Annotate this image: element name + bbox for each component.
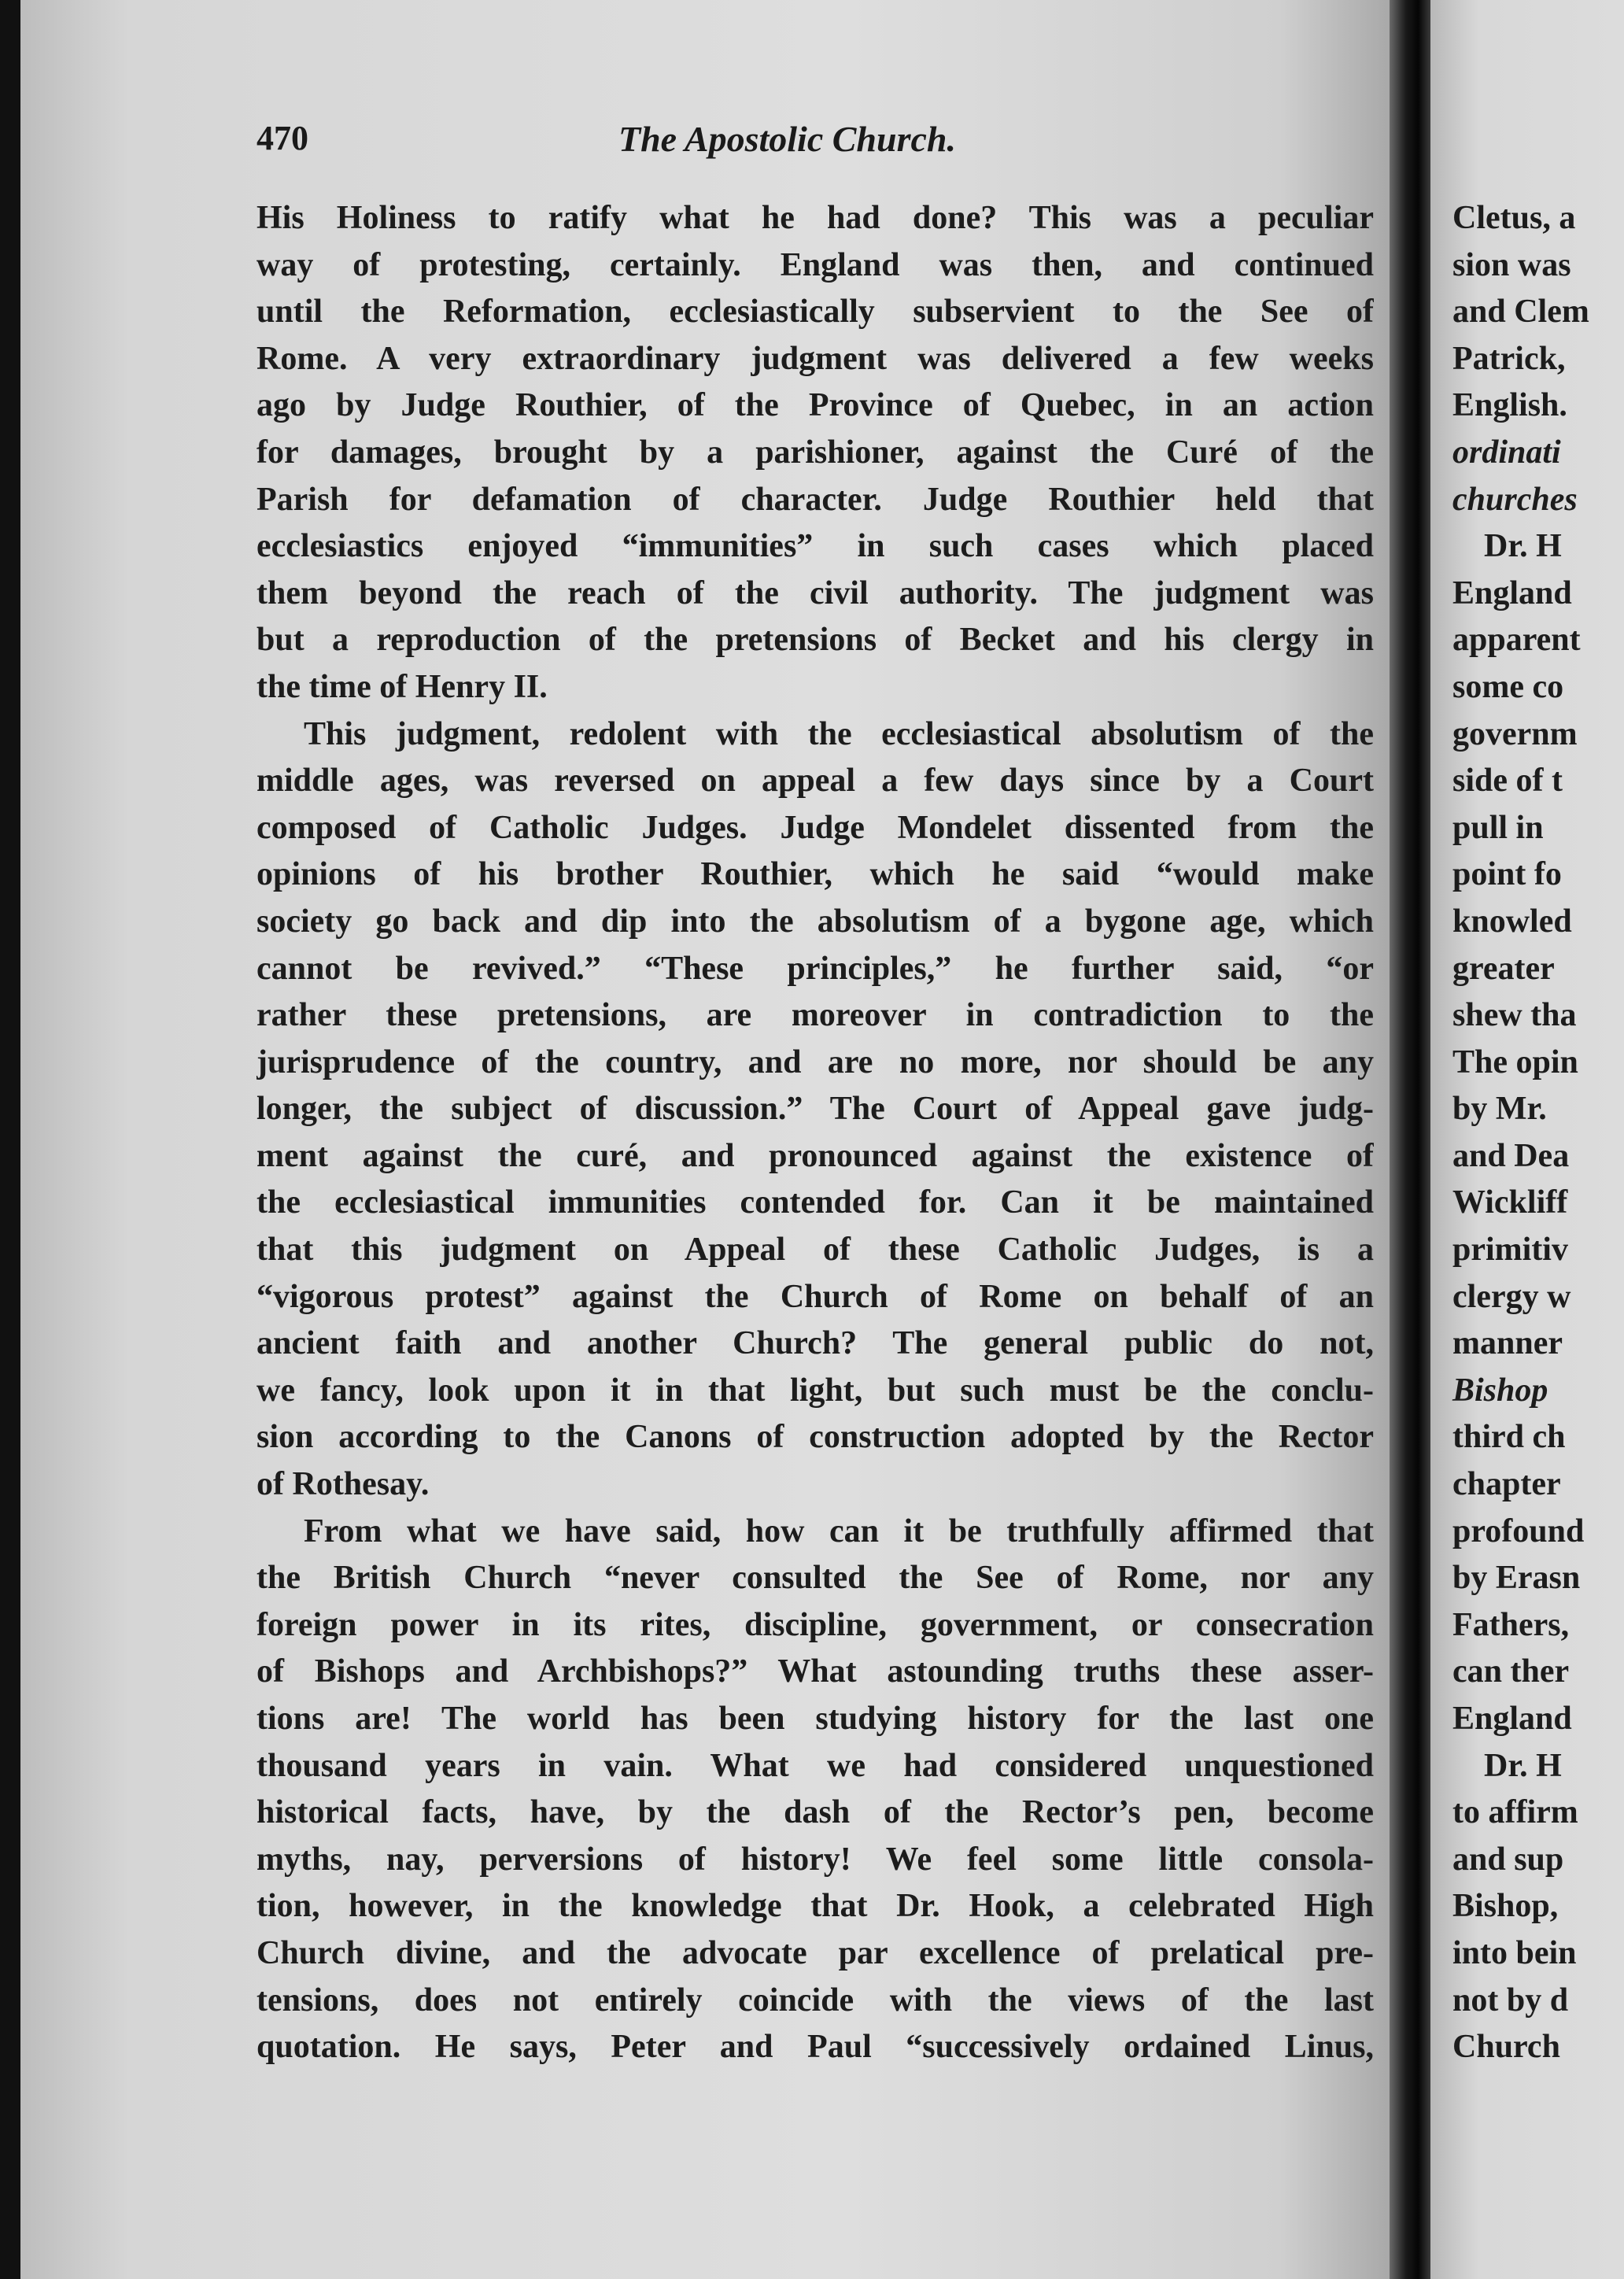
text-line: them beyond the reach of the civil authority. The judgment was xyxy=(257,574,1374,611)
page-header xyxy=(257,118,1374,173)
page-number: 470 xyxy=(257,119,308,157)
text-line: From what we have said, how can it be truthfully affirmed that xyxy=(304,1513,1374,1549)
text-line: churches xyxy=(1452,481,1578,518)
right-page xyxy=(1430,0,1624,2279)
text-line: Dr. H xyxy=(1484,1747,1562,1784)
text-line: primitiv xyxy=(1452,1232,1568,1269)
text-line: Dr. H xyxy=(1484,528,1562,565)
text-line: quotation. He says, Peter and Paul “successively ordained Linus, xyxy=(257,2029,1374,2066)
text-line: the British Church “never consulted the See of Rome, nor any xyxy=(257,1560,1374,1597)
text-line: Patrick, xyxy=(1452,340,1566,377)
text-line: His Holiness to ratify what he had done? This was a peculiar xyxy=(257,200,1374,236)
text-line: Cletus, a xyxy=(1452,200,1576,236)
text-line: Bishop, xyxy=(1452,1888,1559,1925)
text-line: third ch xyxy=(1452,1419,1566,1456)
left-page xyxy=(20,0,1390,2279)
text-line: but a reproduction of the pretensions of Becket and his clergy in xyxy=(257,622,1374,659)
text-line: longer, the subject of discussion.” The Court of Appeal gave judg- xyxy=(257,1091,1374,1128)
text-line: by Mr. xyxy=(1452,1091,1547,1128)
text-line: composed of Catholic Judges. Judge Mondelet dissented from the xyxy=(257,809,1374,846)
text-line: and sup xyxy=(1452,1841,1564,1878)
text-line: and Clem xyxy=(1452,294,1589,331)
text-line: cannot be revived.” “These principles,” he further said, “or xyxy=(257,950,1374,987)
text-line: of Bishops and Archbishops?” What astounding truths these asser- xyxy=(257,1653,1374,1690)
text-line: English. xyxy=(1452,387,1567,424)
text-line: side of t xyxy=(1452,763,1563,800)
text-line: by Erasn xyxy=(1452,1560,1581,1597)
text-line: ancient faith and another Church? The general public do not, xyxy=(257,1325,1374,1362)
text-line: tion, however, in the knowledge that Dr. Hook, a celebrated High xyxy=(257,1888,1374,1925)
text-line: myths, nay, perversions of history! We feel some little consola- xyxy=(257,1841,1374,1878)
text-line: “vigorous protest” against the Church of Rome on behalf of an xyxy=(257,1278,1374,1315)
text-line: ago by Judge Routhier, of the Province of Quebec, in an action xyxy=(257,387,1374,424)
text-line: the ecclesiastical immunities contended for. Can it be maintained xyxy=(257,1184,1374,1221)
text-line: not by d xyxy=(1452,1982,1569,2019)
text-line: England xyxy=(1452,1701,1572,1737)
text-line: we fancy, look upon it in that light, but such must be the conclu- xyxy=(257,1372,1374,1409)
text-line: Fathers, xyxy=(1452,1606,1570,1643)
text-line: can ther xyxy=(1452,1653,1570,1690)
text-line: apparent xyxy=(1452,622,1581,659)
text-line: shew tha xyxy=(1452,997,1577,1034)
text-line: Church divine, and the advocate par excellence of prelatical pre- xyxy=(257,1934,1374,1971)
text-line: society go back and dip into the absolutism of a bygone age, which xyxy=(257,903,1374,940)
text-line: tions are! The world has been studying history for the last one xyxy=(257,1701,1374,1737)
text-line: of Rothesay. xyxy=(257,1466,430,1503)
text-line: The opin xyxy=(1452,1043,1578,1080)
text-line: historical facts, have, by the dash of the Rector’s pen, become xyxy=(257,1794,1374,1831)
text-line: tensions, does not entirely coincide with the views of the last xyxy=(257,1982,1374,2019)
text-line: profound xyxy=(1452,1513,1585,1549)
text-line: sion according to the Canons of construction adopted by the Rector xyxy=(257,1419,1374,1456)
text-line: pull in xyxy=(1452,809,1544,846)
text-line: Parish for defamation of character. Judge Routhier held that xyxy=(257,481,1374,518)
scan-edge xyxy=(0,0,20,2279)
text-line: knowled xyxy=(1452,903,1572,940)
right-page-text xyxy=(1452,195,1624,2071)
text-line: into bein xyxy=(1452,1934,1577,1971)
text-line: ment against the curé, and pronounced against the existence of xyxy=(257,1137,1374,1174)
text-line: sion was xyxy=(1452,246,1571,283)
text-line: until the Reformation, ecclesiastically subservient to the See of xyxy=(257,294,1374,331)
text-line: that this judgment on Appeal of these Catholic Judges, is a xyxy=(257,1232,1374,1269)
text-line: thousand years in vain. What we had considered unquestioned xyxy=(257,1747,1374,1784)
text-line: foreign power in its rites, discipline, government, or consecration xyxy=(257,1606,1374,1643)
text-line: chapter xyxy=(1452,1466,1561,1503)
running-title: The Apostolic Church. xyxy=(618,119,956,159)
text-line: England xyxy=(1452,574,1572,611)
text-line: and Dea xyxy=(1452,1137,1570,1174)
text-line: Rome. A very extraordinary judgment was delivered a few weeks xyxy=(257,340,1374,377)
text-line: greater xyxy=(1452,950,1555,987)
book-gutter xyxy=(1390,0,1430,2279)
text-line: governm xyxy=(1452,715,1578,752)
text-line: some co xyxy=(1452,668,1564,705)
text-line: the time of Henry II. xyxy=(257,668,548,705)
text-line: ordinati xyxy=(1452,434,1561,471)
text-line: to affirm xyxy=(1452,1794,1578,1831)
text-line: for damages, brought by a parishioner, against the Curé of the xyxy=(257,434,1374,471)
text-line: opinions of his brother Routhier, which he said “would make xyxy=(257,856,1374,893)
text-line: ecclesiastics enjoyed “immunities” in such cases which placed xyxy=(257,528,1374,565)
text-line: rather these pretensions, are moreover in contradiction to the xyxy=(257,997,1374,1034)
body-text xyxy=(257,195,1374,2071)
text-line: Wickliff xyxy=(1452,1184,1568,1221)
text-line: Church xyxy=(1452,2029,1560,2066)
text-line: manner xyxy=(1452,1325,1563,1362)
text-line: way of protesting, certainly. England was then, and continued xyxy=(257,246,1374,283)
text-line: jurisprudence of the country, and are no more, nor should be any xyxy=(257,1043,1374,1080)
text-line: Bishop xyxy=(1452,1372,1548,1409)
text-line: point fo xyxy=(1452,856,1562,893)
text-line: clergy w xyxy=(1452,1278,1571,1315)
text-line: middle ages, was reversed on appeal a few days since by a Court xyxy=(257,763,1374,800)
text-line: This judgment, redolent with the ecclesiastical absolutism of the xyxy=(304,715,1374,752)
